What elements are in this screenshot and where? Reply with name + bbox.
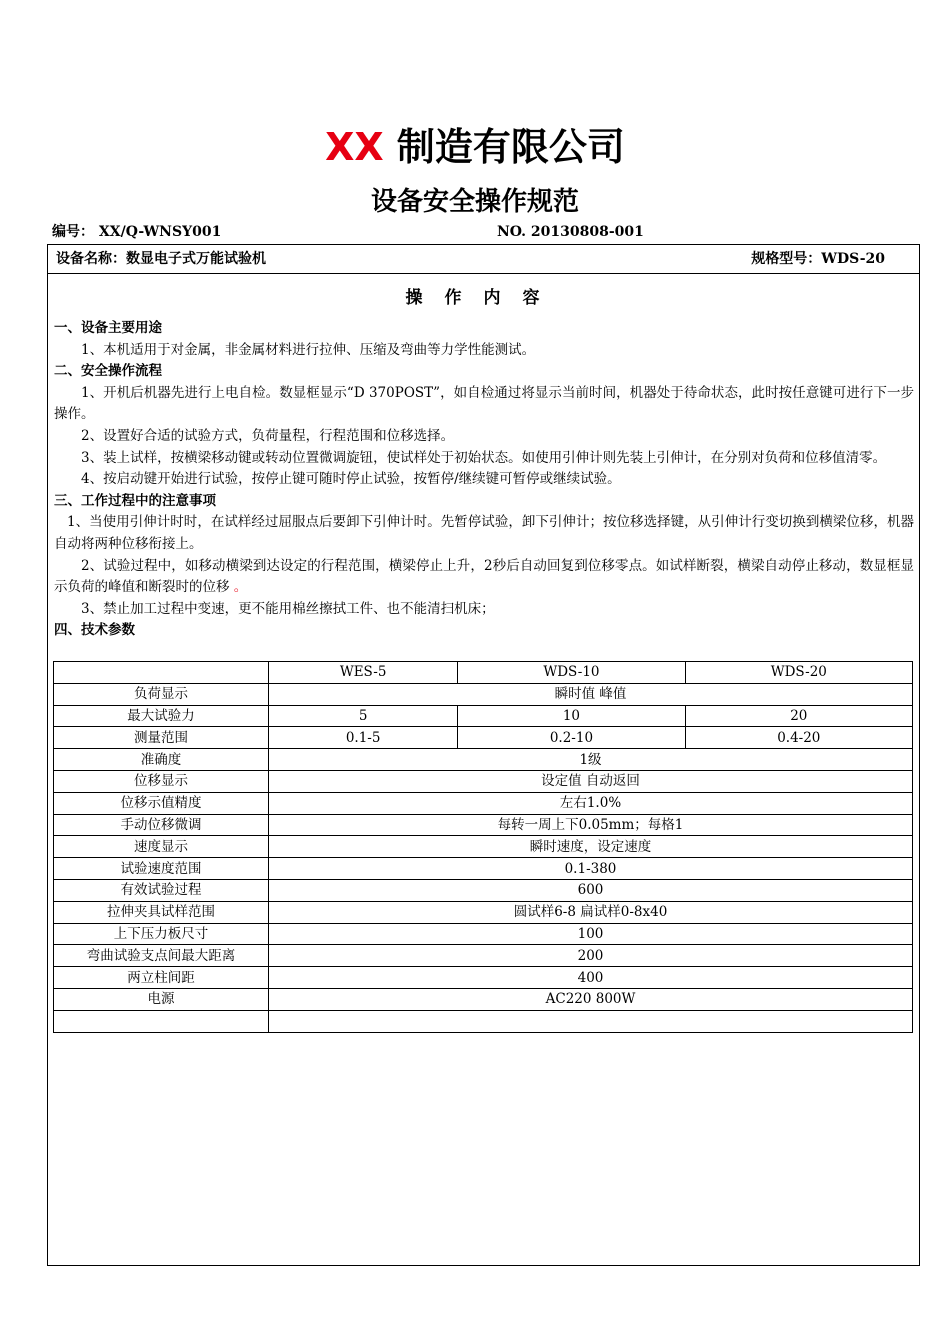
model-header: WDS-20: [685, 662, 912, 684]
param-label: 上下压力板尺寸: [54, 923, 269, 945]
param-value: 400: [269, 967, 913, 989]
document-frame: [47, 244, 920, 1266]
param-label: 弯曲试验支点间最大距离: [54, 945, 269, 967]
paragraph: [54, 556, 914, 599]
section-title: 四、技术参数: [54, 622, 135, 639]
document-title: 设备安全操作规范: [370, 187, 579, 217]
table-row: [54, 967, 913, 989]
table-row: [54, 770, 913, 792]
param-label: 位移示值精度: [54, 792, 269, 814]
model-header: WDS-10: [458, 662, 685, 684]
table-cell: [54, 662, 269, 684]
param-value: 200: [269, 945, 913, 967]
table-row: [54, 683, 913, 705]
paragraph-text: 2、试验过程中，如移动横梁到达设定的行程范围，横梁停止上升，2秒后自动回复到位移零点。如试样断裂，横梁自动停止移动，数显框显示负荷的峰值和断裂时的位移: [54, 557, 914, 596]
table-row: [54, 988, 913, 1010]
table-row: [54, 901, 913, 923]
model-header: WES-5: [269, 662, 458, 684]
param-value: 每转一周上下0.05mm；每格1: [269, 814, 913, 836]
company-name: [0, 122, 950, 172]
param-value: 1级: [269, 749, 913, 771]
param-label: 负荷显示: [54, 683, 269, 705]
document-number: 编号： XX/Q-WNSY001: [52, 224, 222, 240]
param-value: 20: [685, 705, 912, 727]
table-row: [54, 814, 913, 836]
param-value: 0.4-20: [685, 727, 912, 749]
table-cell: [269, 1010, 913, 1032]
operation-content: [54, 318, 914, 642]
table-row: [54, 705, 913, 727]
equipment-name: 设备名称：数显电子式万能试验机: [56, 251, 266, 267]
table-row: [54, 945, 913, 967]
table-row: [54, 749, 913, 771]
company-logo-prefix: XX: [325, 125, 384, 169]
section-title: 三、工作过程中的注意事项: [54, 492, 216, 509]
param-value: 100: [269, 923, 913, 945]
table-row: [54, 923, 913, 945]
param-value: 瞬时速度，设定速度: [269, 836, 913, 858]
table-header-row: [54, 662, 913, 684]
param-value: 瞬时值 峰值: [269, 683, 913, 705]
section-title: 一、设备主要用途: [54, 320, 162, 336]
param-value: 600: [269, 879, 913, 901]
paragraph: 3、禁止加工过程中变速，更不能用棉丝擦拭工件、也不能清扫机床；: [81, 600, 495, 617]
equipment-row: [48, 245, 919, 274]
param-value: 5: [269, 705, 458, 727]
operation-heading: 操作内容: [405, 288, 562, 308]
param-label: 电源: [54, 988, 269, 1010]
table-row: [54, 792, 913, 814]
table-row: [54, 858, 913, 880]
param-label: 测量范围: [54, 727, 269, 749]
table-row: [54, 836, 913, 858]
company-name-text: 制造有限公司: [396, 125, 625, 169]
paragraph: 1、开机后机器先进行上电自检。数显框显示“D 370POST”，如自检通过将显示当前时间，机器处于待命状态，此时按任意键可进行下一步操作。: [54, 384, 914, 423]
param-value: 圆试样6-8 扁试样0-8x40: [269, 901, 913, 923]
param-label: 速度显示: [54, 836, 269, 858]
paragraph: 1、当使用引伸计时时，在试样经过屈服点后要卸下引伸计时。先暂停试验，卸下引伸计；按位移选择键，从引伸计行变切换到横梁位移，机器自动将两种位移衔接上。: [54, 514, 914, 552]
param-label: 试验速度范围: [54, 858, 269, 880]
table-row-empty: [54, 1010, 913, 1032]
param-value: 0.1-5: [269, 727, 458, 749]
table-cell: [54, 1010, 269, 1032]
param-value: 0.2-10: [458, 727, 685, 749]
technical-parameters-table: [53, 661, 913, 1033]
param-label: 手动位移微调: [54, 814, 269, 836]
param-label: 位移显示: [54, 770, 269, 792]
param-value: AC220 800W: [269, 988, 913, 1010]
paragraph-end-mark: 。: [233, 579, 248, 596]
paragraph: 3、装上试样，按横梁移动键或转动位置微调旋钮，使试样处于初始状态。如使用引伸计则先装上引伸计，在分别对负荷和位移值清零。: [81, 449, 887, 466]
code-row: [52, 222, 922, 242]
param-label: 有效试验过程: [54, 879, 269, 901]
paragraph: 1、本机适用于对金属，非金属材料进行拉伸、压缩及弯曲等力学性能测试。: [81, 341, 536, 358]
document-no: NO. 20130808-001: [497, 224, 644, 240]
param-label: 准确度: [54, 749, 269, 771]
param-value: 设定值 自动返回: [269, 770, 913, 792]
table-row: [54, 727, 913, 749]
param-value: 左右1.0%: [269, 792, 913, 814]
param-value: 0.1-380: [269, 858, 913, 880]
paragraph: 4、按启动键开始进行试验，按停止键可随时停止试验，按暂停/继续键可暂停或继续试验。: [81, 471, 621, 488]
param-label: 两立柱间距: [54, 967, 269, 989]
equipment-model: 规格型号：WDS-20: [751, 251, 885, 267]
table-row: [54, 879, 913, 901]
section-title: 二、安全操作流程: [54, 363, 162, 380]
paragraph: 2、设置好合适的试验方式，负荷量程，行程范围和位移选择。: [81, 427, 455, 444]
param-label: 最大试验力: [54, 705, 269, 727]
param-label: 拉伸夹具试样范围: [54, 901, 269, 923]
param-value: 10: [458, 705, 685, 727]
